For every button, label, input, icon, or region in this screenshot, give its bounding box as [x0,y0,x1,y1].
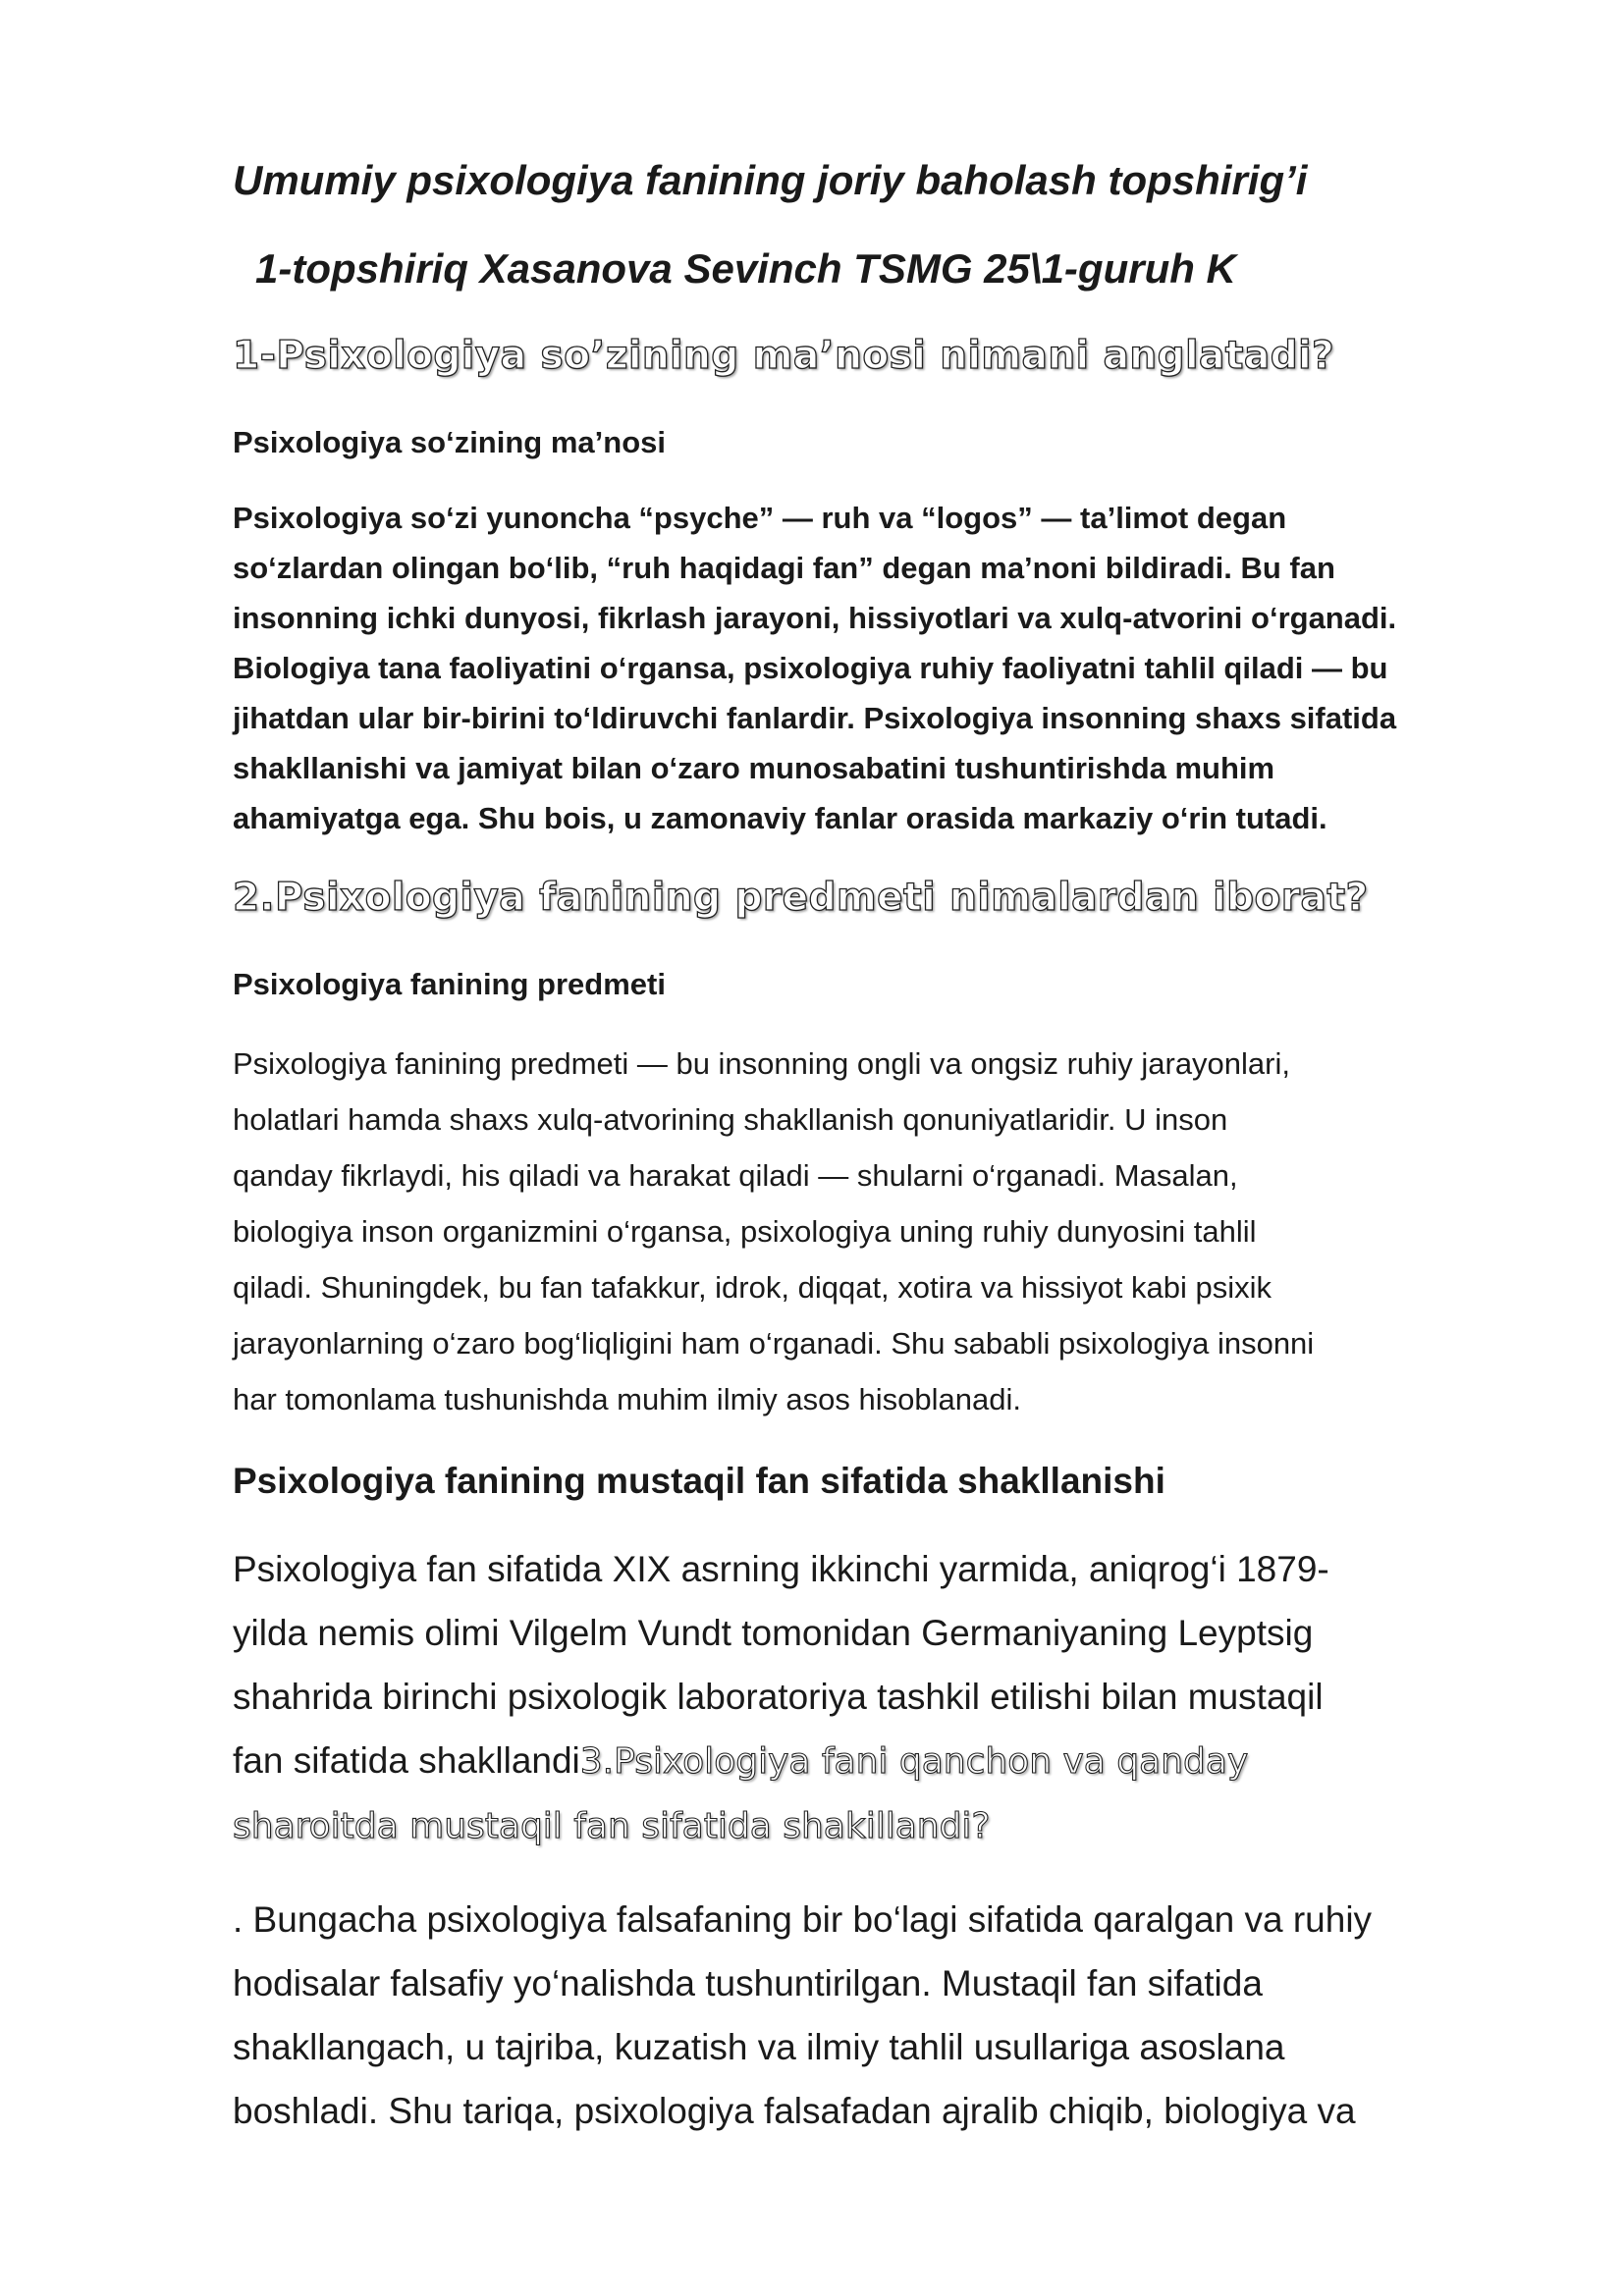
paragraph-line: so‘zlardan olingan bo‘lib, “ruh haqidagi fan” degan ma’noni bildiradi. Bu fan [233,551,1335,585]
paragraph-line: hodisalar falsafiy yo‘nalishda tushuntirilgan. Mustaqil fan sifatida [233,1963,1263,2003]
paragraph-line: yilda nemis olimi Vilgelm Vundt tomonidan Germaniyaning Leyptsig [233,1613,1314,1653]
section-3-paragraph [233,1537,1519,1858]
paragraph-line: . Bungacha psixologiya falsafaning bir bo‘lagi sifatida qaralgan va ruhiy [233,1899,1373,1940]
paragraph-line: qiladi. Shuningdek, bu fan tafakkur, idrok, diqqat, xotira va hissiyot kabi psixik [233,1270,1272,1305]
paragraph-line: insonning ichki dunyosi, fikrlash jarayoni, hissiyotlari va xulq-atvorini o‘rganadi. [233,601,1397,635]
paragraph-line [233,1793,1519,1858]
question-1-subheading: Psixologiya so‘zining ma’nosi [233,425,666,459]
paragraph-line: shahrida birinchi psixologik laboratoriya tashkil etilishi bilan mustaqil [233,1677,1324,1717]
paragraph-line: jarayonlarning o‘zaro bog‘liqligini ham o‘rganadi. Shu sababli psixologiya insonni [233,1326,1315,1361]
paragraph-line: qanday fikrlaydi, his qiladi va harakat qiladi — shularni o‘rganadi. Masalan, [233,1158,1238,1193]
paragraph-line: Biologiya tana faoliyatini o‘rgansa, psixologiya ruhiy faoliyatni tahlil qiladi — bu [233,651,1388,685]
question-1-heading: 1-Psixologiya so’zining ma’nosi nimani anglatadi? [233,334,1335,378]
paragraph-line: har tomonlama tushunishda muhim ilmiy asos hisoblanadi. [233,1382,1021,1416]
paragraph-line: shakllanishi va jamiyat bilan o‘zaro munosabatini tushuntirishda muhim [233,751,1275,785]
paragraph-line: Psixologiya so‘zi yunoncha “psyche” — ruh va “logos” — ta’limot degan [233,501,1287,535]
paragraph-line [233,1729,1519,1793]
section-3-heading: Psixologiya fanining mustaqil fan sifatida shakllanishi [233,1461,1165,1501]
question-2-paragraph [233,1036,1519,1427]
paragraph-line: ahamiyatga ega. Shu bois, u zamonaviy fanlar orasida markaziy o‘rin tutadi. [233,801,1327,835]
question-2-subheading: Psixologiya fanining predmeti [233,967,666,1001]
question-3-paragraph [233,1888,1519,2143]
paragraph-line: holatlari hamda shaxs xulq-atvorining shakllanish qonuniyatlaridir. U inson [233,1102,1228,1137]
paragraph-line: shakllangach, u tajriba, kuzatish va ilmiy tahlil usullariga asoslana [233,2027,1285,2067]
document-title: Umumiy psixologiya fanining joriy baholash topshirig’i [233,157,1308,203]
paragraph-line-text: fan sifatida shakllandi [233,1740,580,1781]
question-3-heading-part2: sharoitda mustaqil fan sifatida shakillandi? [233,1806,991,1846]
paragraph-line: jihatdan ular bir-birini to‘ldiruvchi fanlardir. Psixologiya insonning shaxs sifatida [233,701,1397,735]
question-3-heading-part1: 3.Psixologiya fani qanchon va qanday [579,1741,1249,1782]
question-1-paragraph [233,493,1519,843]
paragraph-line: boshladi. Shu tariqa, psixologiya falsafadan ajralib chiqib, biologiya va [233,2091,1356,2131]
paragraph-line: biologiya inson organizmini o‘rgansa, psixologiya uning ruhiy dunyosini tahlil [233,1214,1257,1249]
paragraph-line: Psixologiya fan sifatida XIX asrning ikkinchi yarmida, aniqrog‘i 1879- [233,1549,1329,1589]
paragraph-line: Psixologiya fanining predmeti — bu insonning ongli va ongsiz ruhiy jarayonlari, [233,1046,1290,1081]
document-subtitle: 1-topshiriq Xasanova Sevinch TSMG 25\1-guruh K [255,245,1236,292]
question-2-heading: 2.Psixologiya fanining predmeti nimalardan iborat? [233,876,1369,920]
